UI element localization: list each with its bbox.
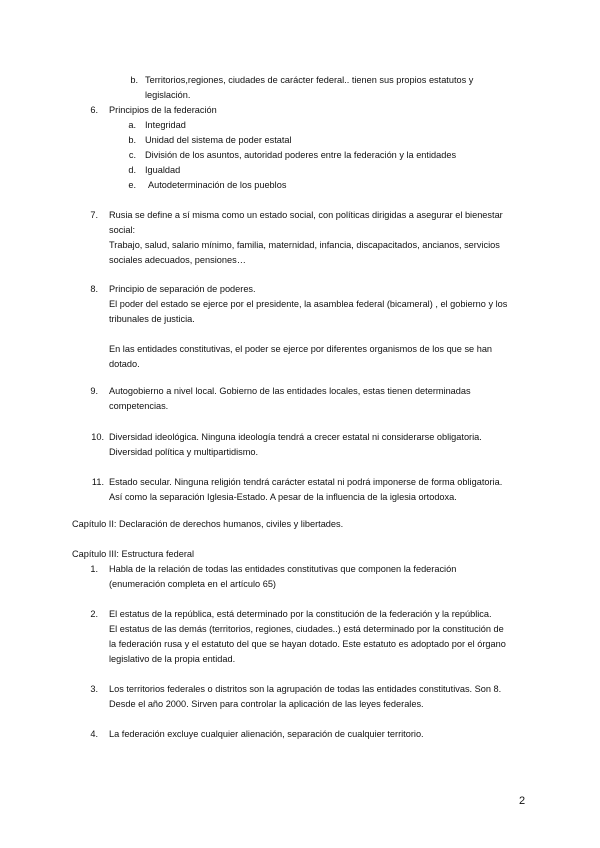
text-line: Desde el año 2000. Sirven para controlar la aplicación de las leyes federales. [109,699,424,709]
list-marker: b. [128,135,136,145]
list-item: Igualdad [145,165,181,175]
text-line: Los territorios federales o distritos son la agrupación de todas las entidades constitutivas. Son 8. [109,684,502,694]
list-number: 4. [90,729,98,739]
list-number: 11. [91,477,104,487]
list-item: División de los asuntos, autoridad poderes entre la federación y la entidades [145,150,457,160]
text-line: Estado secular. Ninguna religión tendrá carácter estatal ni podrá imponerse de forma obligatoria. [109,477,503,487]
list-item: Unidad del sistema de poder estatal [145,135,292,145]
list-number: 9. [90,386,98,396]
list-marker: e. [128,180,136,190]
list-marker: d. [128,165,136,175]
text-line: Diversidad ideológica. Ninguna ideología tendrá a crecer estatal ni considerarse obligatoria. [109,432,482,442]
text-line: competencias. [109,401,169,411]
text-line: Rusia se define a sí misma como un estado social, con políticas dirigidas a asegurar el bienestar [109,210,503,220]
text-line: legislativo de la propia entidad. [109,654,236,664]
text-line: social: [109,225,136,235]
section-title: Principios de la federación [109,105,217,115]
text-line: Trabajo, salud, salario mínimo, familia, maternidad, infancia, discapacitados, ancianos, servicios [109,240,500,250]
text-line: El poder del estado se ejerce por el presidente, la asamblea federal (bicameral) , el gobierno y los [109,299,508,309]
text-line: la federación rusa y el estatuto del que se hayan dotado. Este estatuto es adoptado por el órgano [109,639,506,649]
list-marker: c. [128,150,136,160]
text-line: sociales adecuados, pensiones… [109,255,246,265]
text-line: Territorios,regiones, ciudades de carácter federal.. tienen sus propios estatutos y [145,75,474,85]
list-number: 7. [90,210,98,220]
text-line: La federación excluye cualquier alienación, separación de cualquier territorio. [109,729,424,739]
list-number: 2. [90,609,98,619]
text-line: Habla de la relación de todas las entidades constitutivas que componen la federación [109,564,457,574]
chapter-heading: Capítulo III: Estructura federal [72,549,195,559]
list-item: Autodeterminación de los pueblos [148,180,287,190]
text-line: El estatus de las demás (territorios, regiones, ciudades..) está determinado por la constitución de [109,624,504,634]
chapter-heading: Capítulo II: Declaración de derechos humanos, civiles y libertades. [72,519,344,529]
text-line: El estatus de la república, está determinado por la constitución de la federación y la república. [109,609,492,619]
list-number: 1. [90,564,98,574]
list-marker: b. [130,75,138,85]
text-line: Autogobierno a nivel local. Gobierno de las entidades locales, estas tienen determinadas [109,386,471,396]
list-number: 10. [91,432,104,442]
text-line: (enumeración completa en el artículo 65) [109,579,276,589]
list-number: 6. [90,105,98,115]
text-line: Diversidad política y multipartidismo. [109,447,259,457]
list-number: 8. [90,284,98,294]
text-line: legislación. [145,90,191,100]
list-marker: a. [128,120,136,130]
text-line: En las entidades constitutivas, el poder se ejerce por diferentes organismos de los que se han [109,344,493,354]
text-line: Así como la separación Iglesia-Estado. A pesar de la influencia de la iglesia ortodoxa. [109,492,457,502]
list-number: 3. [90,684,98,694]
text-line: tribunales de justicia. [109,314,195,324]
list-item: Integridad [145,120,186,130]
text-line: dotado. [109,359,140,369]
page-number: 2 [519,795,526,807]
text-line: Principio de separación de poderes. [109,284,256,294]
